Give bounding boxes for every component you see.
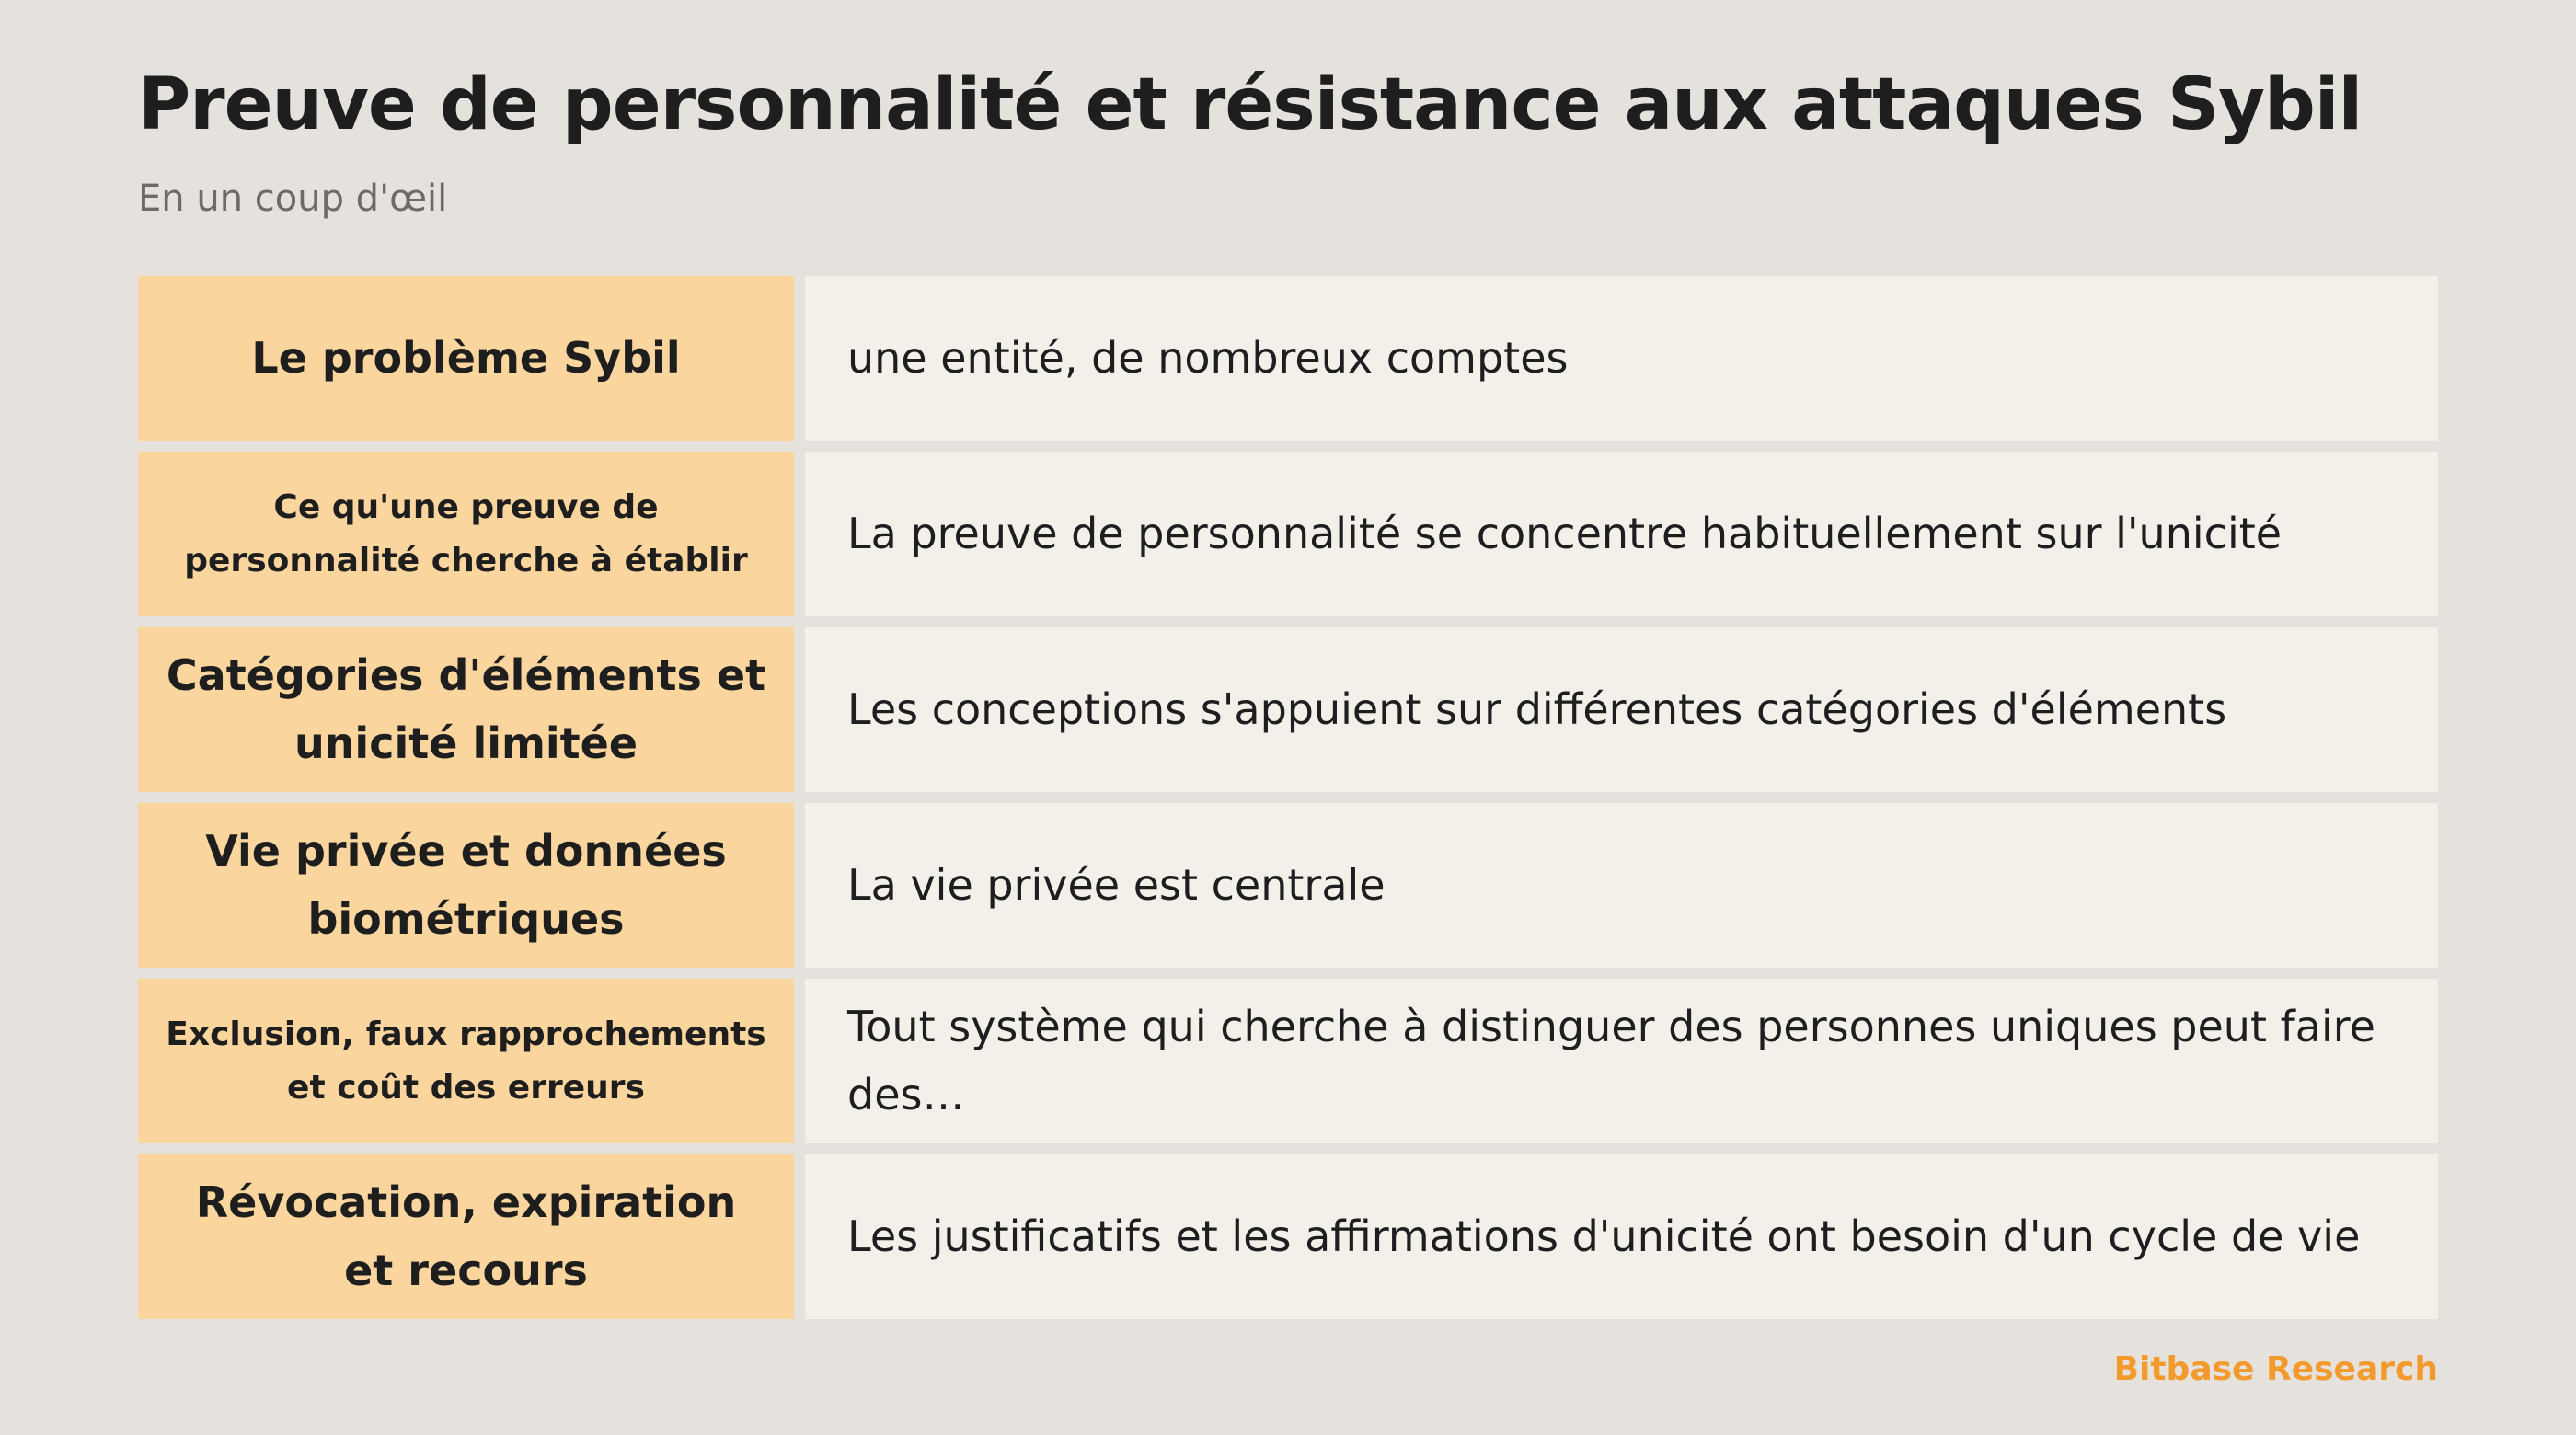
row-value: Tout système qui cherche à distinguer des personnes uniques peut faire des… [805, 979, 2438, 1143]
table-row [138, 627, 2438, 792]
brand-footer: Bitbase Research [2113, 1350, 2438, 1388]
row-value: La preuve de personnalité se concentre habituellement sur l'unicité [805, 452, 2438, 616]
table-row [138, 803, 2438, 968]
row-value: La vie privée est centrale [805, 803, 2438, 968]
row-label: Vie privée et données biométriques [138, 803, 794, 968]
page-title: Preuve de personnalité et résistance aux attaques Sybil [138, 63, 2363, 146]
row-value: Les justificatifs et les affirmations d'unicité ont besoin d'un cycle de vie [805, 1154, 2438, 1319]
page-subtitle: En un coup d'œil [138, 178, 448, 220]
row-label: Le problème Sybil [138, 276, 794, 441]
row-label: Ce qu'une preuve de personnalité cherche à établir [138, 452, 794, 616]
table-row [138, 1154, 2438, 1319]
table-row [138, 452, 2438, 616]
table-row [138, 276, 2438, 441]
row-label: Exclusion, faux rapprochements et coût des erreurs [138, 979, 794, 1143]
table-row [138, 979, 2438, 1143]
row-label: Catégories d'éléments et unicité limitée [138, 627, 794, 792]
summary-table [138, 276, 2438, 1319]
row-value: Les conceptions s'appuient sur différentes catégories d'éléments [805, 627, 2438, 792]
row-value: une entité, de nombreux comptes [805, 276, 2438, 441]
row-label: Révocation, expiration et recours [138, 1154, 794, 1319]
